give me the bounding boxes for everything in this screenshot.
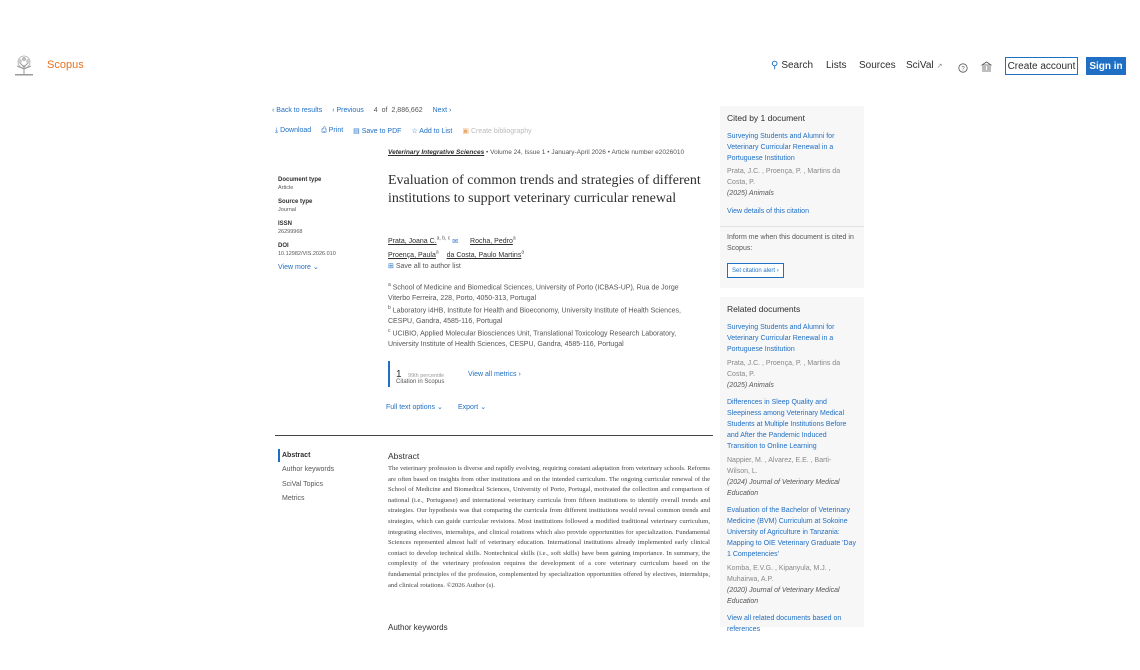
previous-label: Previous: [336, 107, 364, 114]
separator-dot: •: [547, 149, 552, 156]
bibliography-icon: ▣: [462, 128, 469, 135]
panel-divider: [720, 226, 864, 227]
author-link[interactable]: [388, 249, 439, 259]
add-list-label: Add to List: [419, 128, 453, 135]
toc-scival-topics[interactable]: SciVal Topics: [282, 481, 323, 488]
journal-line: [388, 149, 684, 156]
view-all-metrics-link[interactable]: [468, 371, 521, 378]
save-authors-button[interactable]: [388, 263, 461, 270]
back-label: Back to results: [276, 107, 323, 114]
author-list: [388, 234, 708, 272]
chevron-down-icon: ⌄: [312, 264, 319, 271]
create-bibliography-button[interactable]: [462, 127, 531, 135]
related-item-title[interactable]: Evaluation of the Bachelor of Veterinary Medicine (BVM) Curriculum at Sokoine University of Agriculture in Tanzania: Mapping to OIE Veterinary Graduate 'Day 1 Competencies': [727, 507, 856, 558]
related-item-source: (2024) Journal of Veterinary Medical Education: [727, 479, 840, 497]
save-authors-label: Save all to author list: [395, 262, 461, 270]
related-item-authors: Nappier, M. , Alvarez, E.E. , Barti-Wilson, L.: [727, 457, 832, 475]
doi-value[interactable]: 10.12982/VIS.2026.010: [278, 251, 336, 257]
citation-label: Citation in Scopus: [396, 379, 445, 385]
nav-lists-label: Lists: [826, 60, 847, 71]
cited-by-panel: [720, 106, 864, 288]
download-label: Download: [280, 127, 312, 134]
abstract-heading: Abstract: [388, 451, 420, 461]
related-item-authors: Prata, J.C. , Proença, P. , Martins da Costa, P.: [727, 360, 841, 378]
view-citation-details-link[interactable]: View details of this citation: [727, 208, 809, 215]
affiliation-a: [388, 280, 698, 304]
separator-dot: •: [607, 149, 612, 156]
external-link-icon: ↗: [936, 62, 943, 70]
create-account-button[interactable]: Create account: [1005, 57, 1078, 75]
export-button[interactable]: [458, 403, 486, 411]
issn-label: ISSN: [278, 221, 293, 227]
download-button[interactable]: [275, 127, 311, 135]
mail-icon[interactable]: ✉: [452, 238, 459, 246]
related-item-title[interactable]: Surveying Students and Alumni for Veterinary Curricular Renewal in a Portuguese Institution: [727, 324, 835, 353]
set-citation-alert-button[interactable]: [727, 263, 784, 278]
source-type-label: Source type: [278, 199, 313, 205]
toc-author-keywords[interactable]: Author keywords: [282, 466, 335, 473]
nav-search-label: Search: [781, 60, 814, 71]
full-text-options-label: Full text options: [386, 404, 436, 411]
author-name: da Costa, Paulo Martins: [446, 251, 522, 259]
print-button[interactable]: [321, 127, 343, 135]
next-label: Next: [432, 107, 448, 114]
pager-position: 4: [373, 107, 378, 114]
author-keywords-heading: Author keywords: [388, 623, 448, 632]
nav-sources-label: Sources: [859, 60, 896, 71]
chevron-right-icon: ›: [776, 267, 779, 274]
related-item-title[interactable]: Differences in Sleep Quality and Sleepiness among Veterinary Medical Students at Multiple Institutions Before and After the Pandemic Induced Transition to Online Learning: [727, 399, 847, 450]
add-list-button[interactable]: [411, 127, 452, 135]
nav-sources[interactable]: [859, 60, 896, 71]
save-pdf-label: Save to PDF: [361, 128, 402, 135]
pager-total: 2,886,662: [391, 107, 423, 114]
author-sup: a: [435, 249, 439, 256]
toc-abstract[interactable]: Abstract: [282, 452, 311, 459]
related-item-source: (2025) Animals: [727, 382, 774, 389]
source-type-value: Journal: [278, 207, 297, 213]
affiliation-c: [388, 326, 698, 350]
cited-by-item-source: (2025) Animals: [727, 190, 774, 197]
print-label: Print: [328, 127, 344, 134]
journal-name-link[interactable]: Veterinary Integrative Sciences: [388, 149, 485, 156]
pager-of: of: [381, 107, 388, 114]
separator-dot: •: [486, 149, 491, 156]
back-to-results-link[interactable]: ‹ Back to results: [272, 107, 323, 114]
document-type-value: Article: [278, 185, 294, 191]
view-all-metrics-label: View all metrics: [468, 371, 517, 378]
author-link[interactable]: [470, 238, 516, 245]
download-icon: ⤓: [275, 127, 279, 134]
doi-label: DOI: [278, 243, 289, 249]
search-icon: ⚲: [771, 60, 779, 71]
affiliation-text: UCIBIO, Applied Molecular Biosciences Unit, Translational Toxicology Research Laboratory, University Institute of Health Sciences, CESPU, Gandra, 4585-116, Portugal: [388, 330, 677, 349]
view-all-related-link[interactable]: View all related documents based on references: [727, 615, 842, 633]
pdf-icon: ▤: [353, 128, 360, 135]
chevron-right-icon: ›: [518, 371, 521, 378]
issn-value: 26299968: [278, 229, 303, 235]
related-heading: Related documents: [727, 304, 801, 314]
svg-text:?: ?: [961, 66, 965, 73]
related-item-source: (2020) Journal of Veterinary Medical Education: [727, 587, 840, 605]
sign-in-button[interactable]: Sign in: [1086, 57, 1126, 75]
elsevier-tree-logo[interactable]: [12, 55, 36, 77]
nav-lists[interactable]: [826, 60, 847, 71]
journal-volume: Volume 24, Issue 1: [490, 149, 546, 156]
author-name: Rocha, Pedro: [470, 238, 513, 246]
action-bar: [275, 127, 532, 135]
affiliation-sup: a: [388, 282, 391, 288]
author-name: Prata, Joana C.: [388, 238, 437, 246]
previous-link[interactable]: ‹ Previous: [332, 107, 364, 114]
next-link[interactable]: Next ›: [432, 107, 452, 114]
create-bib-label: Create bibliography: [470, 128, 532, 135]
view-more-link[interactable]: [278, 263, 368, 271]
author-link[interactable]: [446, 249, 525, 259]
article-title: Evaluation of common trends and strategies of different institutions to support veterinary curricular renewal: [388, 173, 701, 206]
nav-scival-label: SciVal: [906, 60, 934, 71]
nav-search[interactable]: [771, 60, 813, 71]
star-icon: ☆: [411, 128, 418, 135]
metrics-accent-bar: [388, 361, 390, 387]
export-label: Export: [458, 404, 479, 411]
author-name: Proença, Paula: [388, 251, 436, 259]
citation-percentile: 99th percentile: [408, 373, 445, 379]
nav-scival[interactable]: [906, 60, 942, 71]
save-pdf-button[interactable]: [353, 127, 401, 135]
document-type-label: Document type: [278, 177, 322, 183]
pager: [272, 107, 451, 114]
institution-icon[interactable]: [981, 59, 992, 77]
affiliation-text: School of Medicine and Biomedical Sciences, University of Porto (ICBAS-UP), Rua de Jorge Viterbo Ferreira, 228, Porto, 4050-313, Portugal: [388, 284, 679, 303]
affiliation-b: [388, 303, 698, 327]
cited-by-item-authors: Prata, J.C. , Proença, P. , Martins da Costa, P.: [727, 168, 841, 186]
full-text-options-button[interactable]: [386, 403, 443, 411]
related-documents-panel: [720, 297, 864, 633]
brand-name[interactable]: Scopus: [47, 59, 84, 71]
author-link[interactable]: [388, 238, 450, 245]
author-sup: a: [521, 249, 525, 256]
journal-date: January-April 2026: [551, 149, 606, 156]
cited-by-item-title[interactable]: Surveying Students and Alumni for Veterinary Curricular Renewal in a Portuguese Institution: [727, 133, 835, 162]
affiliation-text: Laboratory i4HB, Institute for Health and Bioeconomy, University Institute of Health Sciences, CESPU, Gandra, 4585-116, Portugal: [388, 307, 681, 326]
abstract-body: The veterinary profession is diverse and rapidly evolving, requiring constant adaptation from veterinary schools. Reforms are often based on insights from other institutions and on the intended curriculum. The ongoing curricular renewal of the School of Medicine and Biomedical Sciences, University of Porto, Portugal, motivated the collection and comparison of national (i.e., Portuguese) and international veterinary curricula from fifteen institutions to identify overall trends and strategies. Our hypothesis was that comparing the curricula from different institutions would reveal common trends and strategies, which can guide curricular revisions. Most institutions followed a modified traditional veterinary curriculum, integrating electives, internships, and clinical rotations which also provide opportunities for specialization. Fundamental Sciences represented almost half of veterinary education. International institutions already implemented early clinical contact to develop technical skills. Nontechnical skills (i.e., soft skills) have been gaining importance. In summary, the complexity of the veterinary profession requires the development of a core veterinary curriculum based on the fundamental principles of the profession, complemented by specialization opportunities offered by electives, internships, and clinical rotations. ©2026 Author (s).: [388, 465, 710, 589]
citation-alert-text: Inform me when this document is cited in Scopus:: [727, 234, 854, 252]
toc-active-indicator: [278, 449, 280, 462]
set-alert-label: Set citation alert: [732, 267, 776, 274]
affiliation-sup: c: [388, 328, 391, 334]
citation-count: 1: [396, 369, 402, 380]
author-sup: a, b, c: [436, 236, 451, 242]
help-icon[interactable]: [958, 60, 968, 78]
author-sup: a: [512, 236, 516, 242]
chevron-down-icon: ⌄: [436, 404, 443, 411]
affiliation-sup: b: [388, 305, 391, 311]
view-more-label: View more: [278, 264, 311, 271]
toc-metrics[interactable]: Metrics: [282, 495, 305, 502]
cited-by-heading: Cited by 1 document: [727, 113, 805, 123]
print-icon: ⎙: [321, 127, 327, 134]
chevron-down-icon: ⌄: [480, 404, 487, 411]
add-author-icon: ⊞: [388, 262, 394, 270]
related-item-authors: Komba, E.V.G. , Kipanyula, M.J. , Muhairwa, A.P.: [727, 565, 831, 583]
section-divider: [275, 435, 713, 436]
document-info: [278, 177, 368, 271]
article-number: Article number e2026010: [611, 149, 685, 156]
